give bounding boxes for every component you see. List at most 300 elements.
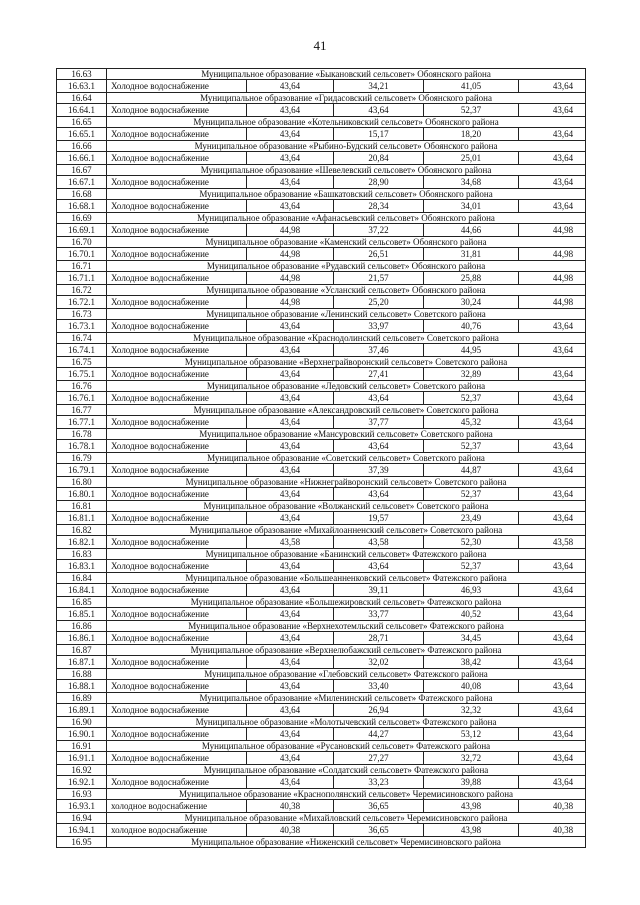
row-code: 16.81.1 [57,512,107,525]
row-code: 16.72.1 [57,296,107,309]
tariff-value-2: 25,20 [334,296,424,309]
tariff-value-3: 52,37 [424,392,519,405]
tariff-value-2: 33,40 [334,680,424,693]
row-code: 16.86 [57,621,107,632]
row-code: 16.67 [57,165,107,176]
municipality-title: Муниципальное образование «Шевелевский сельсовет» Обоянского района [107,165,586,176]
tariff-row [57,536,586,549]
tariff-value-2: 43,64 [334,440,424,453]
tariff-value-2: 20,84 [334,152,424,165]
municipality-row [57,669,586,680]
municipality-title: Муниципальное образование «Афанасьевский сельсовет» Обоянского района [107,213,586,224]
tariff-value-2: 44,27 [334,728,424,741]
tariff-value-3: 44,66 [424,224,519,237]
tariff-value-4: 43,64 [519,416,586,429]
municipality-row [57,717,586,728]
row-code: 16.90.1 [57,728,107,741]
service-name: Холодное водоснабжение [107,680,247,693]
municipality-title: Муниципальное образование «Миленинский сельсовет» Фатежского района [107,693,586,704]
municipality-row [57,477,586,488]
tariff-value-1: 43,64 [247,728,334,741]
tariff-row [57,296,586,309]
municipality-row [57,525,586,536]
municipality-title: Муниципальное образование «Котельниковский сельсовет» Обоянского района [107,117,586,128]
tariff-value-2: 26,51 [334,248,424,261]
row-code: 16.72 [57,285,107,296]
tariff-row [57,560,586,573]
municipality-row [57,597,586,608]
tariff-value-3: 52,37 [424,488,519,501]
municipality-row [57,261,586,272]
row-code: 16.91.1 [57,752,107,765]
row-code: 16.87 [57,645,107,656]
municipality-row [57,741,586,752]
tariff-value-1: 44,98 [247,296,334,309]
tariff-value-1: 43,64 [247,488,334,501]
tariff-value-1: 43,64 [247,416,334,429]
row-code: 16.92.1 [57,776,107,789]
table-body [57,69,586,848]
tariff-value-4: 43,58 [519,536,586,549]
tariff-value-3: 38,42 [424,656,519,669]
municipality-row [57,429,586,440]
row-code: 16.76.1 [57,392,107,405]
tariff-value-2: 37,22 [334,224,424,237]
service-name: Холодное водоснабжение [107,656,247,669]
municipality-title: Муниципальное образование «Молотычевский сельсовет» Фатежского района [107,717,586,728]
municipality-title: Муниципальное образование «Банинский сельсовет» Фатежского района [107,549,586,560]
municipality-title: Муниципальное образование «Ледовский сельсовет» Советского района [107,381,586,392]
tariff-value-1: 43,64 [247,752,334,765]
row-code: 16.80 [57,477,107,488]
tariff-row [57,584,586,597]
row-code: 16.92 [57,765,107,776]
municipality-title: Муниципальное образование «Верхнелюбажский сельсовет» Фатежского района [107,645,586,656]
municipality-title: Муниципальное образование «Краснодолинский сельсовет» Советского района [107,333,586,344]
municipality-title: Муниципальное образование «Мансуровский сельсовет» Советского района [107,429,586,440]
tariff-row [57,80,586,93]
tariff-value-4: 43,64 [519,608,586,621]
tariff-value-1: 40,38 [247,800,334,813]
municipality-title: Муниципальное образование «Солдатский сельсовет» Фатежского района [107,765,586,776]
municipality-row [57,285,586,296]
municipality-title: Муниципальное образование «Усланский сельсовет» Обоянского района [107,285,586,296]
tariff-value-4: 43,64 [519,128,586,141]
tariff-value-4: 43,64 [519,656,586,669]
municipality-title: Муниципальное образование «Верхнеграйворонский сельсовет» Советского района [107,357,586,368]
service-name: Холодное водоснабжение [107,728,247,741]
service-name: Холодное водоснабжение [107,752,247,765]
tariff-value-2: 36,65 [334,824,424,837]
row-code: 16.63 [57,69,107,80]
tariff-value-4: 43,64 [519,728,586,741]
tariff-value-1: 43,64 [247,560,334,573]
municipality-row [57,93,586,104]
tariff-row [57,176,586,189]
row-code: 16.84 [57,573,107,584]
tariff-value-1: 43,64 [247,656,334,669]
municipality-title: Муниципальное образование «Александровский сельсовет» Советского района [107,405,586,416]
row-code: 16.71.1 [57,272,107,285]
tariff-value-4: 44,98 [519,272,586,285]
tariff-value-3: 40,52 [424,608,519,621]
tariff-value-3: 31,81 [424,248,519,261]
tariff-value-1: 43,64 [247,80,334,93]
municipality-title: Муниципальное образование «Большеанненковский сельсовет» Фатежского района [107,573,586,584]
tariff-value-1: 43,64 [247,512,334,525]
row-code: 16.76 [57,381,107,392]
tariff-value-4: 40,38 [519,800,586,813]
tariff-value-2: 28,34 [334,200,424,213]
row-code: 16.75 [57,357,107,368]
row-code: 16.66 [57,141,107,152]
tariff-row [57,824,586,837]
service-name: Холодное водоснабжение [107,488,247,501]
tariff-value-4: 43,64 [519,344,586,357]
tariff-value-2: 43,64 [334,560,424,573]
row-code: 16.83.1 [57,560,107,573]
tariff-value-2: 33,23 [334,776,424,789]
tariff-value-4: 43,64 [519,752,586,765]
row-code: 16.88.1 [57,680,107,693]
service-name: Холодное водоснабжение [107,320,247,333]
tariff-row [57,464,586,477]
row-code: 16.81 [57,501,107,512]
municipality-row [57,621,586,632]
service-name: Холодное водоснабжение [107,104,247,117]
tariff-value-3: 25,88 [424,272,519,285]
tariff-row [57,488,586,501]
tariff-value-3: 30,24 [424,296,519,309]
tariff-value-2: 33,97 [334,320,424,333]
tariff-value-3: 43,98 [424,824,519,837]
tariff-row [57,368,586,381]
tariff-value-3: 18,20 [424,128,519,141]
service-name: Холодное водоснабжение [107,512,247,525]
tariff-value-3: 40,08 [424,680,519,693]
tariff-value-1: 43,64 [247,176,334,189]
tariff-value-3: 52,30 [424,536,519,549]
service-name: Холодное водоснабжение [107,608,247,621]
tariff-table [56,68,586,848]
service-name: Холодное водоснабжение [107,536,247,549]
municipality-title: Муниципальное образование «Волжанский сельсовет» Советского района [107,501,586,512]
municipality-row [57,117,586,128]
tariff-value-1: 43,64 [247,584,334,597]
tariff-value-4: 43,64 [519,440,586,453]
tariff-row [57,632,586,645]
row-code: 16.65 [57,117,107,128]
service-name: Холодное водоснабжение [107,440,247,453]
tariff-value-4: 43,64 [519,152,586,165]
tariff-value-1: 43,64 [247,776,334,789]
service-name: Холодное водоснабжение [107,344,247,357]
row-code: 16.90 [57,717,107,728]
tariff-value-2: 43,64 [334,488,424,501]
tariff-value-1: 43,64 [247,200,334,213]
service-name: Холодное водоснабжение [107,128,247,141]
row-code: 16.94.1 [57,824,107,837]
tariff-value-1: 43,64 [247,704,334,717]
service-name: холодное водоснабжение [107,800,247,813]
service-name: холодное водоснабжение [107,824,247,837]
tariff-row [57,152,586,165]
row-code: 16.70.1 [57,248,107,261]
row-code: 16.91 [57,741,107,752]
tariff-value-2: 28,71 [334,632,424,645]
tariff-row [57,200,586,213]
row-code: 16.84.1 [57,584,107,597]
row-code: 16.79.1 [57,464,107,477]
tariff-value-4: 43,64 [519,488,586,501]
tariff-row [57,608,586,621]
row-code: 16.67.1 [57,176,107,189]
tariff-value-3: 41,05 [424,80,519,93]
row-code: 16.68 [57,189,107,200]
row-code: 16.74.1 [57,344,107,357]
row-code: 16.87.1 [57,656,107,669]
tariff-value-4: 43,64 [519,320,586,333]
municipality-row [57,765,586,776]
municipality-title: Муниципальное образование «Ленинский сельсовет» Советского района [107,309,586,320]
service-name: Холодное водоснабжение [107,80,247,93]
tariff-value-1: 43,64 [247,608,334,621]
tariff-value-3: 34,68 [424,176,519,189]
tariff-row [57,416,586,429]
tariff-row [57,272,586,285]
tariff-row [57,440,586,453]
tariff-value-4: 43,64 [519,776,586,789]
municipality-title: Муниципальное образование «Каменский сельсовет» Обоянского района [107,237,586,248]
tariff-row [57,128,586,141]
service-name: Холодное водоснабжение [107,584,247,597]
municipality-row [57,789,586,800]
row-code: 16.78 [57,429,107,440]
tariff-value-3: 34,01 [424,200,519,213]
tariff-value-1: 43,64 [247,104,334,117]
municipality-row [57,405,586,416]
tariff-value-4: 43,64 [519,80,586,93]
row-code: 16.83 [57,549,107,560]
municipality-row [57,141,586,152]
row-code: 16.82 [57,525,107,536]
row-code: 16.93 [57,789,107,800]
row-code: 16.89.1 [57,704,107,717]
row-code: 16.86.1 [57,632,107,645]
tariff-row [57,728,586,741]
tariff-value-4: 44,98 [519,224,586,237]
municipality-row [57,501,586,512]
tariff-value-4: 44,98 [519,248,586,261]
tariff-value-2: 28,90 [334,176,424,189]
tariff-value-3: 40,76 [424,320,519,333]
tariff-value-3: 32,89 [424,368,519,381]
tariff-value-1: 43,64 [247,632,334,645]
tariff-value-1: 43,64 [247,464,334,477]
municipality-title: Муниципальное образование «Советский сельсовет» Советского района [107,453,586,464]
tariff-value-1: 43,64 [247,392,334,405]
service-name: Холодное водоснабжение [107,416,247,429]
row-code: 16.85.1 [57,608,107,621]
tariff-value-4: 43,64 [519,704,586,717]
tariff-row [57,344,586,357]
municipality-title: Муниципальное образование «Михайловский сельсовет» Черемисиновского района [107,813,586,824]
tariff-value-2: 19,57 [334,512,424,525]
tariff-value-2: 37,39 [334,464,424,477]
tariff-value-3: 45,32 [424,416,519,429]
municipality-title: Муниципальное образование «Быкановский сельсовет» Обоянского района [107,69,586,80]
row-code: 16.71 [57,261,107,272]
municipality-row [57,237,586,248]
tariff-value-3: 25,01 [424,152,519,165]
tariff-row [57,320,586,333]
tariff-value-1: 43,64 [247,368,334,381]
tariff-value-4: 43,64 [519,680,586,693]
tariff-value-2: 32,02 [334,656,424,669]
tariff-value-4: 44,98 [519,296,586,309]
row-code: 16.69.1 [57,224,107,237]
tariff-row [57,680,586,693]
municipality-row [57,357,586,368]
municipality-title: Муниципальное образование «Гридасовский сельсовет» Обоянского района [107,93,586,104]
tariff-value-4: 43,64 [519,368,586,381]
service-name: Холодное водоснабжение [107,368,247,381]
tariff-value-1: 43,58 [247,536,334,549]
service-name: Холодное водоснабжение [107,464,247,477]
municipality-row [57,189,586,200]
municipality-title: Муниципальное образование «Краснополянский сельсовет» Черемисиновского района [107,789,586,800]
row-code: 16.75.1 [57,368,107,381]
tariff-value-2: 43,64 [334,392,424,405]
tariff-value-4: 43,64 [519,464,586,477]
tariff-value-1: 40,38 [247,824,334,837]
row-code: 16.95 [57,837,107,848]
service-name: Холодное водоснабжение [107,296,247,309]
service-name: Холодное водоснабжение [107,704,247,717]
municipality-row [57,573,586,584]
tariff-row [57,392,586,405]
row-code: 16.64 [57,93,107,104]
service-name: Холодное водоснабжение [107,248,247,261]
page-number: 41 [313,38,327,53]
tariff-value-3: 46,93 [424,584,519,597]
tariff-value-2: 43,64 [334,104,424,117]
tariff-value-1: 44,98 [247,272,334,285]
tariff-value-2: 15,17 [334,128,424,141]
service-name: Холодное водоснабжение [107,200,247,213]
municipality-row [57,381,586,392]
tariff-row [57,800,586,813]
tariff-value-1: 44,98 [247,248,334,261]
tariff-row [57,248,586,261]
row-code: 16.94 [57,813,107,824]
tariff-value-3: 43,98 [424,800,519,813]
tariff-value-3: 52,37 [424,440,519,453]
municipality-row [57,693,586,704]
municipality-row [57,813,586,824]
service-name: Холодное водоснабжение [107,272,247,285]
tariff-value-2: 27,27 [334,752,424,765]
row-code: 16.79 [57,453,107,464]
tariff-value-3: 52,37 [424,560,519,573]
tariff-value-1: 43,64 [247,320,334,333]
municipality-title: Муниципальное образование «Башкатовский сельсовет» Обоянского района [107,189,586,200]
tariff-value-2: 21,57 [334,272,424,285]
tariff-value-4: 40,38 [519,824,586,837]
tariff-row [57,704,586,717]
municipality-row [57,645,586,656]
row-code: 16.93.1 [57,800,107,813]
service-name: Холодное водоснабжение [107,176,247,189]
municipality-title: Муниципальное образование «Рыбино-Будский сельсовет» Обоянского района [107,141,586,152]
tariff-value-2: 37,77 [334,416,424,429]
row-code: 16.70 [57,237,107,248]
tariff-value-2: 27,41 [334,368,424,381]
municipality-title: Муниципальное образование «Рудавский сельсовет» Обоянского района [107,261,586,272]
row-code: 16.77 [57,405,107,416]
row-code: 16.77.1 [57,416,107,429]
row-code: 16.85 [57,597,107,608]
municipality-title: Муниципальное образование «Верхнехотемльский сельсовет» Фатежского района [107,621,586,632]
tariff-row [57,512,586,525]
tariff-value-3: 32,72 [424,752,519,765]
service-name: Холодное водоснабжение [107,560,247,573]
tariff-row [57,752,586,765]
service-name: Холодное водоснабжение [107,632,247,645]
municipality-row [57,837,586,848]
municipality-row [57,549,586,560]
row-code: 16.66.1 [57,152,107,165]
tariff-value-1: 43,64 [247,152,334,165]
tariff-value-1: 43,64 [247,128,334,141]
tariff-value-4: 43,64 [519,176,586,189]
tariff-value-1: 43,64 [247,440,334,453]
municipality-title: Муниципальное образование «Нижнеграйворонский сельсовет» Советского района [107,477,586,488]
municipality-row [57,333,586,344]
tariff-value-2: 26,94 [334,704,424,717]
tariff-value-3: 39,88 [424,776,519,789]
tariff-value-4: 43,64 [519,104,586,117]
tariff-value-2: 33,77 [334,608,424,621]
tariff-row [57,104,586,117]
tariff-value-4: 43,64 [519,560,586,573]
row-code: 16.63.1 [57,80,107,93]
row-code: 16.74 [57,333,107,344]
tariff-value-3: 53,12 [424,728,519,741]
municipality-title: Муниципальное образование «Большежировский сельсовет» Фатежского района [107,597,586,608]
tariff-value-3: 52,37 [424,104,519,117]
row-code: 16.80.1 [57,488,107,501]
tariff-value-4: 43,64 [519,200,586,213]
tariff-value-4: 43,64 [519,392,586,405]
tariff-value-1: 43,64 [247,344,334,357]
municipality-row [57,309,586,320]
row-code: 16.89 [57,693,107,704]
tariff-value-3: 44,87 [424,464,519,477]
tariff-value-4: 43,64 [519,632,586,645]
tariff-value-3: 32,32 [424,704,519,717]
tariff-row [57,776,586,789]
municipality-row [57,69,586,80]
tariff-row [57,224,586,237]
tariff-row [57,656,586,669]
municipality-title: Муниципальное образование «Глебовский сельсовет» Фатежского района [107,669,586,680]
municipality-row [57,453,586,464]
municipality-title: Муниципальное образование «Ниженский сельсовет» Черемисиновского района [107,837,586,848]
tariff-value-4: 43,64 [519,512,586,525]
tariff-value-2: 34,21 [334,80,424,93]
tariff-value-4: 43,64 [519,584,586,597]
